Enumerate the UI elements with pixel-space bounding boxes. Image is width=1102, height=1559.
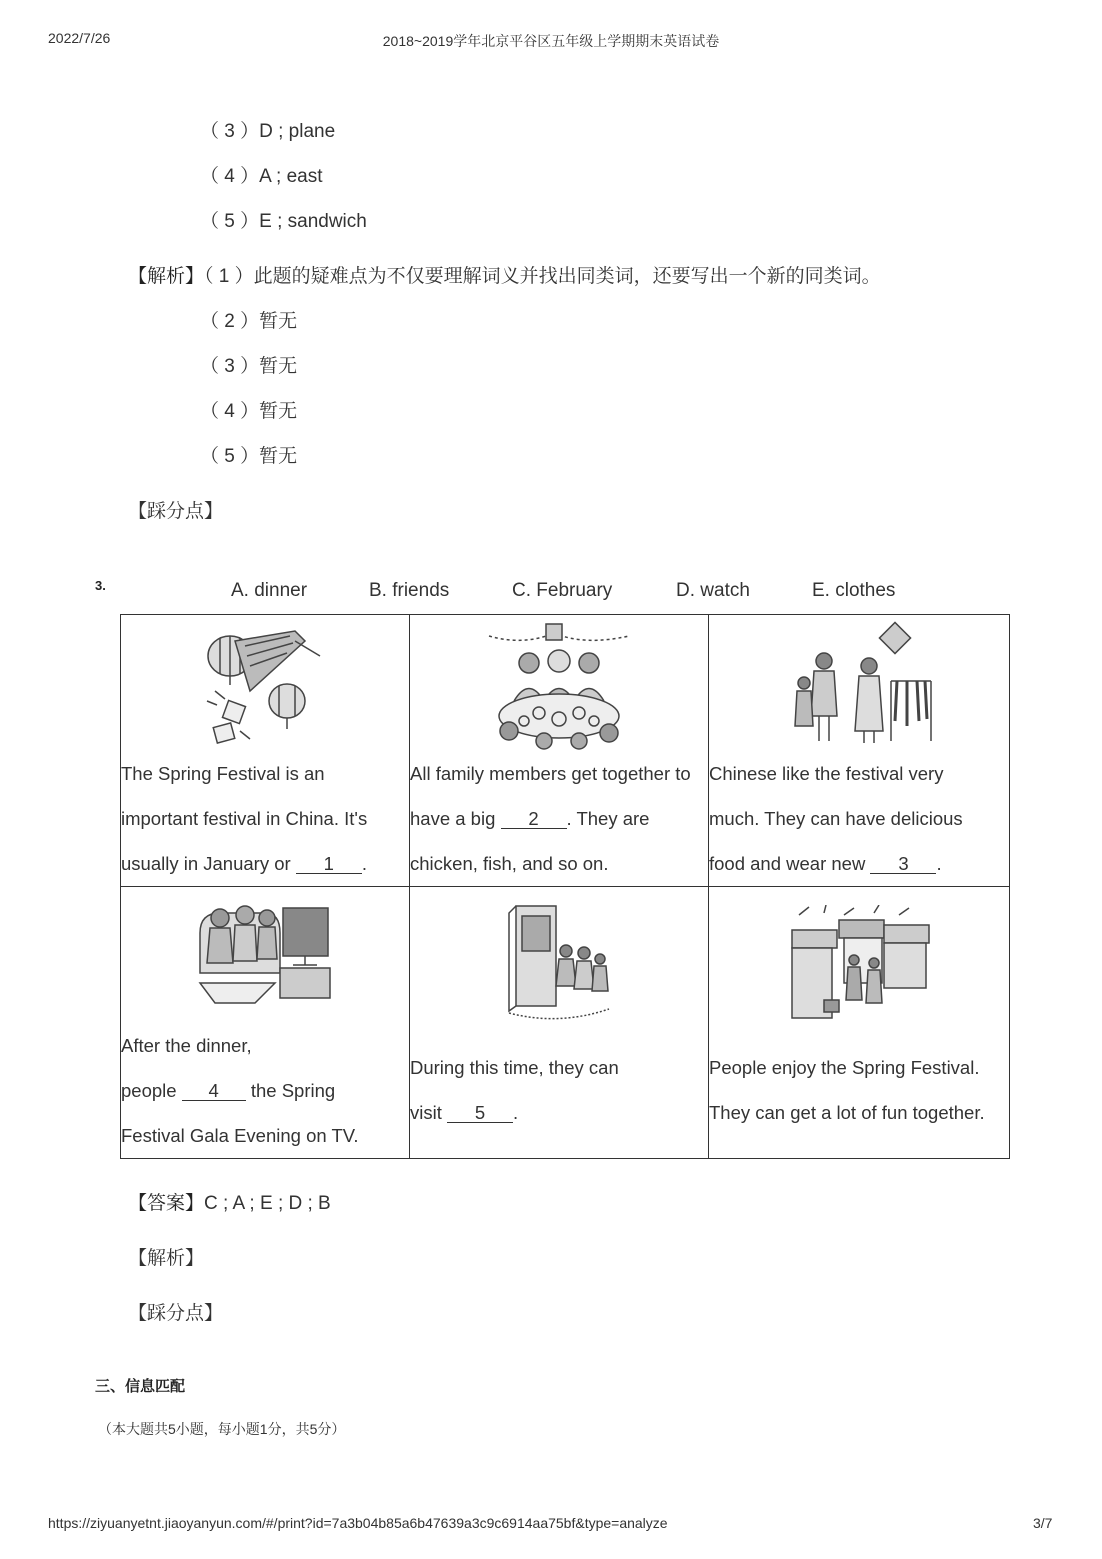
text-line: have a big 2 . They are [410,808,650,829]
cell-2-text [410,751,691,886]
answer-text: A ; east [259,166,323,187]
cell-1-text [121,751,367,886]
family-dinner-illustration [484,621,634,751]
print-date: 2022/7/26 [48,30,111,46]
table-cell-6 [709,887,1010,1159]
answer-num: （ 5 ） [200,211,260,232]
text-line: Festival Gala Evening on TV. [121,1125,359,1146]
cell-4-text [121,1023,359,1158]
analysis-text: 此题的疑难点为不仅要理解词义并找出同类词，还要写出一个新的同类词。 [253,266,881,287]
analysis-item-5 [200,441,297,468]
text-line: food and wear new 3 . [709,853,942,874]
analysis-item-4 [200,396,297,423]
blank-3[interactable]: 3 [870,855,936,874]
answer-value: C ; A ; E ; D ; B [204,1193,331,1214]
analysis-item-2 [200,306,297,333]
section-title: 三、信息匹配 [95,1378,186,1395]
text-line: visit 5 . [410,1102,519,1123]
text-line: much. They can have delicious [709,808,963,829]
analysis-line-1 [128,261,881,288]
table-cell-1 [121,615,410,887]
analysis-text: 暂无 [259,356,298,377]
answer-text: E ; sandwich [259,211,367,232]
question-table [120,614,1010,1159]
answer-text: D ; plane [259,121,336,142]
analysis-text: 暂无 [259,401,298,422]
cell-6-text [709,1045,985,1135]
analysis-num: （ 3 ） [200,356,260,377]
text-line: usually in January or 1 . [121,853,367,874]
answer-num: （ 4 ） [200,166,260,187]
text-line: All family members get together to [410,763,691,784]
text-line: important festival in China. It's [121,808,368,829]
option-a: A. dinner [231,580,308,601]
option-d: D. watch [676,580,750,601]
text-line: After the dinner, [121,1035,252,1056]
analysis-label: 【解析】 [128,265,205,287]
blank-5[interactable]: 5 [447,1104,513,1123]
blank-2[interactable]: 2 [501,810,567,829]
answer-item-4 [200,161,323,188]
text-line: chicken, fish, and so on. [410,853,609,874]
children-visiting-door-illustration [504,901,614,1026]
blank-4[interactable]: 4 [182,1082,246,1101]
text-line: people 4 the Spring [121,1080,336,1101]
table-cell-2 [410,615,709,887]
option-e: E. clothes [812,580,896,601]
option-b: B. friends [369,580,450,601]
text-line: People enjoy the Spring Festival. [709,1057,980,1078]
table-cell-3 [709,615,1010,887]
analysis-num: （ 2 ） [200,311,260,332]
analysis-num: （ 4 ） [200,401,260,422]
cell-3-text [709,751,963,886]
document-title: 2018~2019学年北京平谷区五年级上学期期末英语试卷 [382,33,720,49]
answer-label: 【答案】 [128,1192,205,1214]
table-cell-4 [121,887,410,1159]
q3-scoring-points-label: 【踩分点】 [128,1303,224,1324]
scoring-points-label: 【踩分点】 [128,501,224,522]
blank-1[interactable]: 1 [296,855,362,874]
question-number: 3. [95,578,106,593]
cell-5-text [410,1045,619,1135]
page-url[interactable]: https://ziyuanyetnt.jiaoyanyun.com/#/print?id=7a3b04b85a6b47639a3c9c6914aa75bf&type=analyze [48,1515,668,1531]
analysis-text: 暂无 [259,311,298,332]
answer-item-3 [200,116,335,143]
text-line: During this time, they can [410,1057,619,1078]
lanterns-firecrackers-illustration [195,621,335,751]
text-line: Chinese like the festival very [709,763,944,784]
temple-fair-stalls-illustration [784,905,934,1025]
answer-item-5 [200,206,367,233]
analysis-text: 暂无 [259,446,298,467]
section-note: （本大题共5小题，每小题1分，共5分） [98,1421,346,1437]
text-line: The Spring Festival is an [121,763,325,784]
table-cell-5 [410,887,709,1159]
family-new-clothes-illustration [779,621,939,751]
option-c: C. February [512,580,613,601]
analysis-num: （ 5 ） [200,446,260,467]
page-number: 3/7 [1033,1515,1053,1531]
q3-answer [128,1188,331,1215]
answer-num: （ 3 ） [200,121,260,142]
analysis-item-3 [200,351,297,378]
analysis-num: （ 1 ） [204,266,254,287]
family-watching-tv-illustration [195,893,335,1008]
q3-analysis-label: 【解析】 [128,1248,205,1269]
text-line: They can get a lot of fun together. [709,1102,985,1123]
